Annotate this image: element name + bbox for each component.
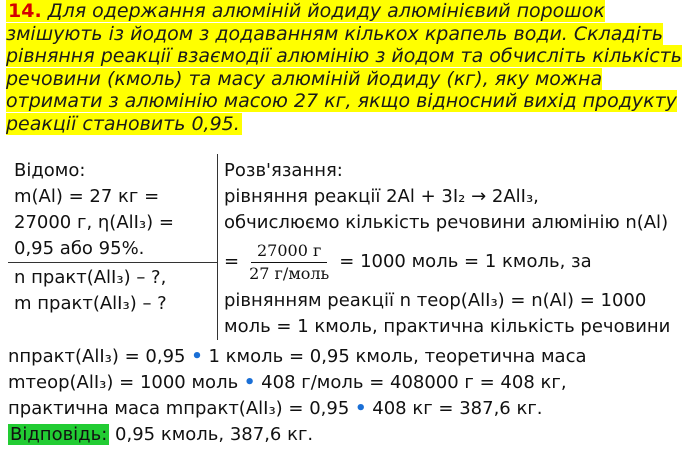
solution-line: рівнянням реакції n теор(AlI₃) = n(Al) = 1000: [224, 290, 647, 311]
fraction-suffix: = 1000 моль = 1 кмоль, за: [339, 251, 592, 272]
task-number: 14.: [8, 0, 42, 22]
answer-text: 0,95 кмоль, 387,6 кг.: [109, 424, 314, 445]
multiply-dot-icon: •: [355, 398, 367, 419]
fraction: [243, 240, 335, 285]
find-line: n практ(AlI₃) – ?,: [14, 267, 167, 288]
find-line: m практ(AlI₃) – ?: [14, 293, 167, 314]
given-line: 27000 г, η(AlI₃) =: [14, 212, 174, 233]
answer-label: Відповідь:: [10, 424, 108, 445]
solution-block: [224, 158, 694, 340]
solution-title: Розв'язання:: [224, 160, 343, 181]
solution-line: обчислюємо кількість речовини алюмінію n(Al): [224, 212, 669, 233]
calc-text: mтеор(AlI₃) = 1000 моль: [8, 372, 239, 393]
calc-text: 1 кмоль = 0,95 кмоль, теоретична маса: [208, 346, 587, 367]
fraction-prefix: =: [224, 251, 240, 272]
given-line: 0,95 або 95%.: [14, 238, 145, 259]
calculation-block: [8, 344, 694, 448]
solution-line: моль = 1 кмоль, практична кількість речовини: [224, 316, 671, 337]
find-block: [14, 265, 214, 317]
given-title: Відомо:: [14, 160, 86, 181]
fraction-numerator: 27000 г: [251, 240, 327, 263]
answer-line: [8, 422, 694, 448]
fraction-row: [224, 236, 694, 288]
calc-line: [8, 344, 694, 370]
calc-text: 408 кг = 387,6 кг.: [372, 398, 543, 419]
calc-text: 408 г/моль = 408000 г = 408 кг,: [261, 372, 567, 393]
calc-line: [8, 370, 694, 396]
calc-text: практична маса mпракт(AlI₃) = 0,95: [8, 398, 350, 419]
table-vertical-divider: [217, 154, 218, 340]
given-line: m(Al) = 27 кг =: [14, 186, 160, 207]
fraction-denominator: 27 г/моль: [249, 263, 330, 283]
task-text: Для одержання алюміній йодиду алюмінієвий порошок змішують із йодом з додаванням кількох крапель води. Складіть рівняння реакції взаємодії алюмінію з йодом та обчисліть кількість речовини (кмоль) та масу алюміній йодиду (кг), яку можна отримати з алюмінію масою 27 кг, якщо відносний вихід продукту реакції становить 0,95.: [6, 0, 682, 135]
task-statement: [6, 0, 690, 135]
multiply-dot-icon: •: [191, 346, 203, 367]
table-horizontal-divider: [8, 262, 217, 263]
given-block: [14, 158, 214, 262]
calc-text: nпракт(AlI₃) = 0,95: [8, 346, 186, 367]
reaction-equation: рівняння реакції 2Al + 3I₂ → 2AlI₃,: [224, 186, 539, 207]
multiply-dot-icon: •: [243, 372, 256, 393]
task-highlight: [6, 0, 682, 135]
calc-line: [8, 396, 694, 422]
